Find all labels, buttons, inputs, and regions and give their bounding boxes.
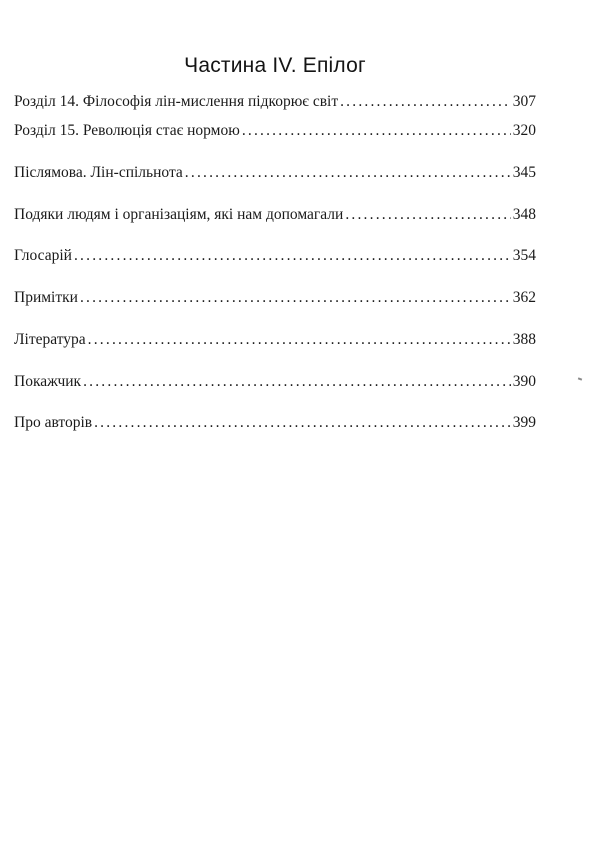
toc-entry-afterword[interactable] bbox=[14, 163, 536, 183]
toc-entry-about-authors[interactable] bbox=[14, 413, 536, 433]
toc-entry-chapter-15[interactable] bbox=[14, 121, 536, 141]
part-heading: Частина IV. Епілог bbox=[184, 54, 366, 77]
toc-entry-page: 307 bbox=[512, 93, 536, 110]
toc-entry-page: 390 bbox=[512, 373, 536, 390]
toc-entry-literature[interactable] bbox=[14, 330, 536, 350]
toc-entry-title: Примітки bbox=[14, 289, 78, 306]
toc-entry-title: Післямова. Лін-спільнота bbox=[14, 164, 183, 181]
toc-leader-dots bbox=[340, 92, 511, 112]
toc-leader-dots bbox=[242, 121, 511, 141]
toc-entry-title: Про авторів bbox=[14, 414, 93, 431]
toc-entry-title: Розділ 15. Революція стає нормою bbox=[14, 122, 240, 139]
toc-leader-dots bbox=[185, 163, 511, 183]
toc-entry-page: 388 bbox=[512, 331, 536, 348]
toc-entry-index[interactable] bbox=[14, 372, 536, 392]
scan-speck bbox=[578, 377, 582, 380]
toc-entry-chapter-14[interactable] bbox=[14, 92, 536, 112]
toc-entry-title: Література bbox=[14, 331, 86, 348]
toc-leader-dots bbox=[83, 372, 511, 392]
toc-entry-page: 348 bbox=[512, 206, 536, 223]
toc-entry-notes[interactable] bbox=[14, 288, 536, 308]
toc-leader-dots bbox=[94, 413, 511, 433]
toc-entry-title: Глосарій bbox=[14, 247, 72, 264]
toc-entry-page: 345 bbox=[512, 164, 536, 181]
toc-leader-dots bbox=[80, 288, 511, 308]
toc-entry-glossary[interactable] bbox=[14, 246, 536, 266]
toc-entry-page: 320 bbox=[512, 122, 536, 139]
toc-entry-page: 354 bbox=[512, 247, 536, 264]
toc-leader-dots bbox=[345, 205, 510, 225]
toc-entry-page: 399 bbox=[512, 414, 536, 431]
toc-entry-page: 362 bbox=[512, 289, 536, 306]
toc-entry-title: Покажчик bbox=[14, 373, 82, 390]
toc-entry-title: Розділ 14. Філософія лін-мислення підкорює світ bbox=[14, 93, 339, 110]
toc-leader-dots bbox=[74, 246, 511, 266]
toc-entry-acknowledgements[interactable] bbox=[14, 205, 536, 225]
toc-entry-title: Подяки людям і організаціям, які нам допомагали bbox=[14, 206, 344, 223]
toc-leader-dots bbox=[88, 330, 511, 350]
